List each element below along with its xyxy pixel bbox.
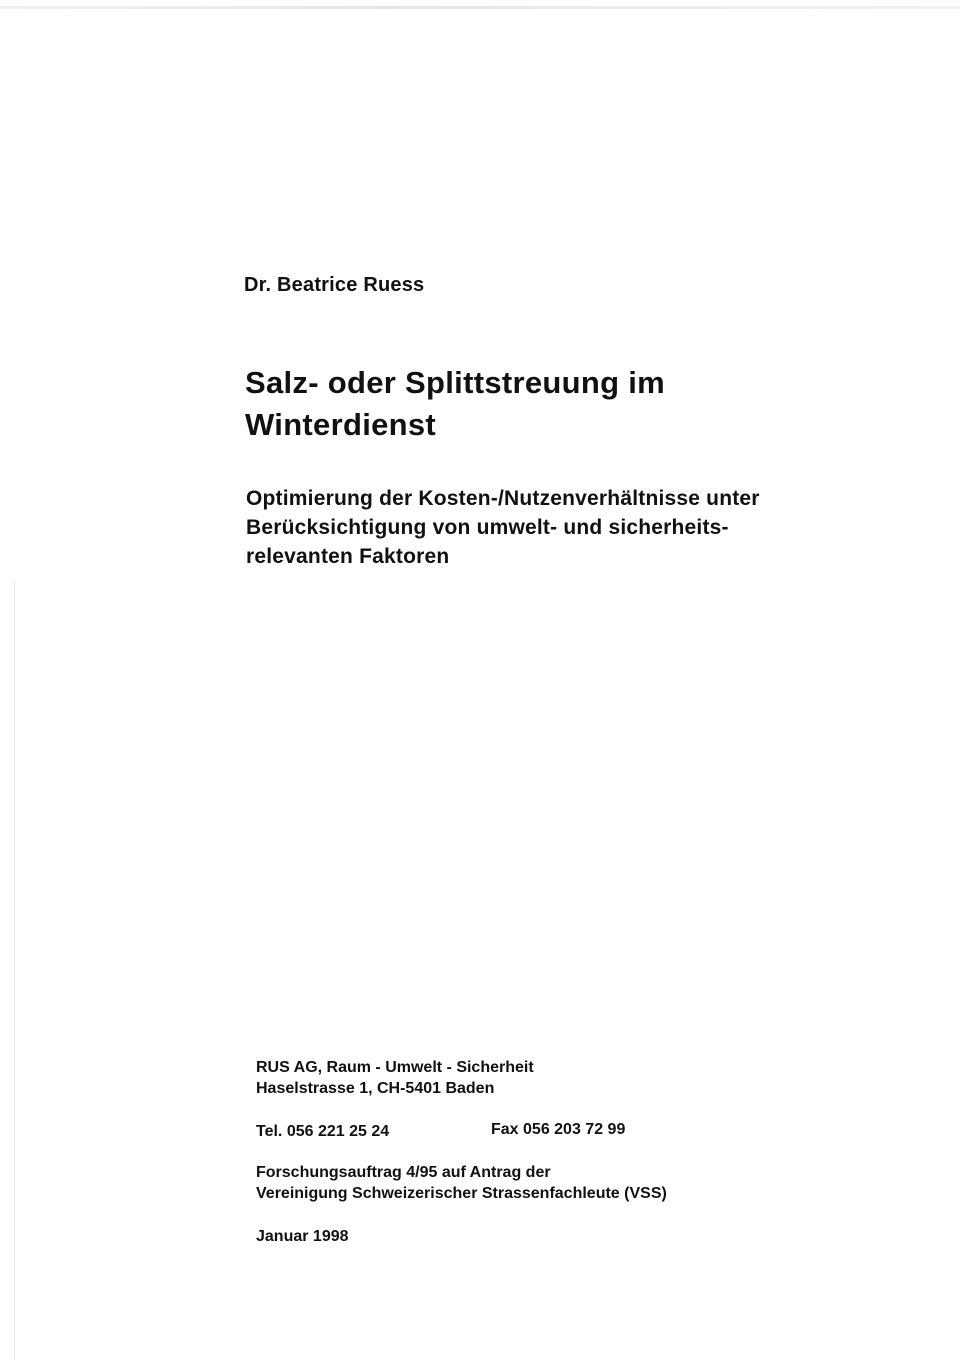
scan-edge-top <box>0 6 960 9</box>
publication-date: Januar 1998 <box>256 1228 349 1245</box>
author-name: Dr. Beatrice Ruess <box>244 274 425 296</box>
contact-block <box>256 1121 716 1142</box>
subtitle-line-3: relevanten Faktoren <box>246 545 450 568</box>
document-title <box>245 362 805 446</box>
organization-name: RUS AG, Raum - Umwelt - Sicherheit <box>256 1059 534 1076</box>
organization-block <box>256 1057 534 1099</box>
research-line-1: Forschungsauftrag 4/95 auf Antrag der <box>256 1164 551 1181</box>
document-subtitle <box>246 484 846 571</box>
research-line-2: Vereinigung Schweizerischer Strassenfachleute (VSS) <box>256 1185 667 1202</box>
scan-edge-left <box>14 580 15 1360</box>
organization-address: Haselstrasse 1, CH-5401 Baden <box>256 1080 495 1097</box>
subtitle-line-2: Berücksichtigung von umwelt- und sicherheits- <box>246 516 729 539</box>
research-order-block <box>256 1162 667 1204</box>
title-line-2: Winterdienst <box>245 407 437 442</box>
telephone: Tel. 056 221 25 24 <box>256 1123 390 1140</box>
subtitle-line-1: Optimierung der Kosten-/Nutzenverhältnisse unter <box>246 487 760 510</box>
fax: Fax 056 203 72 99 <box>491 1121 626 1138</box>
title-line-1: Salz- oder Splittstreuung im <box>245 365 666 400</box>
